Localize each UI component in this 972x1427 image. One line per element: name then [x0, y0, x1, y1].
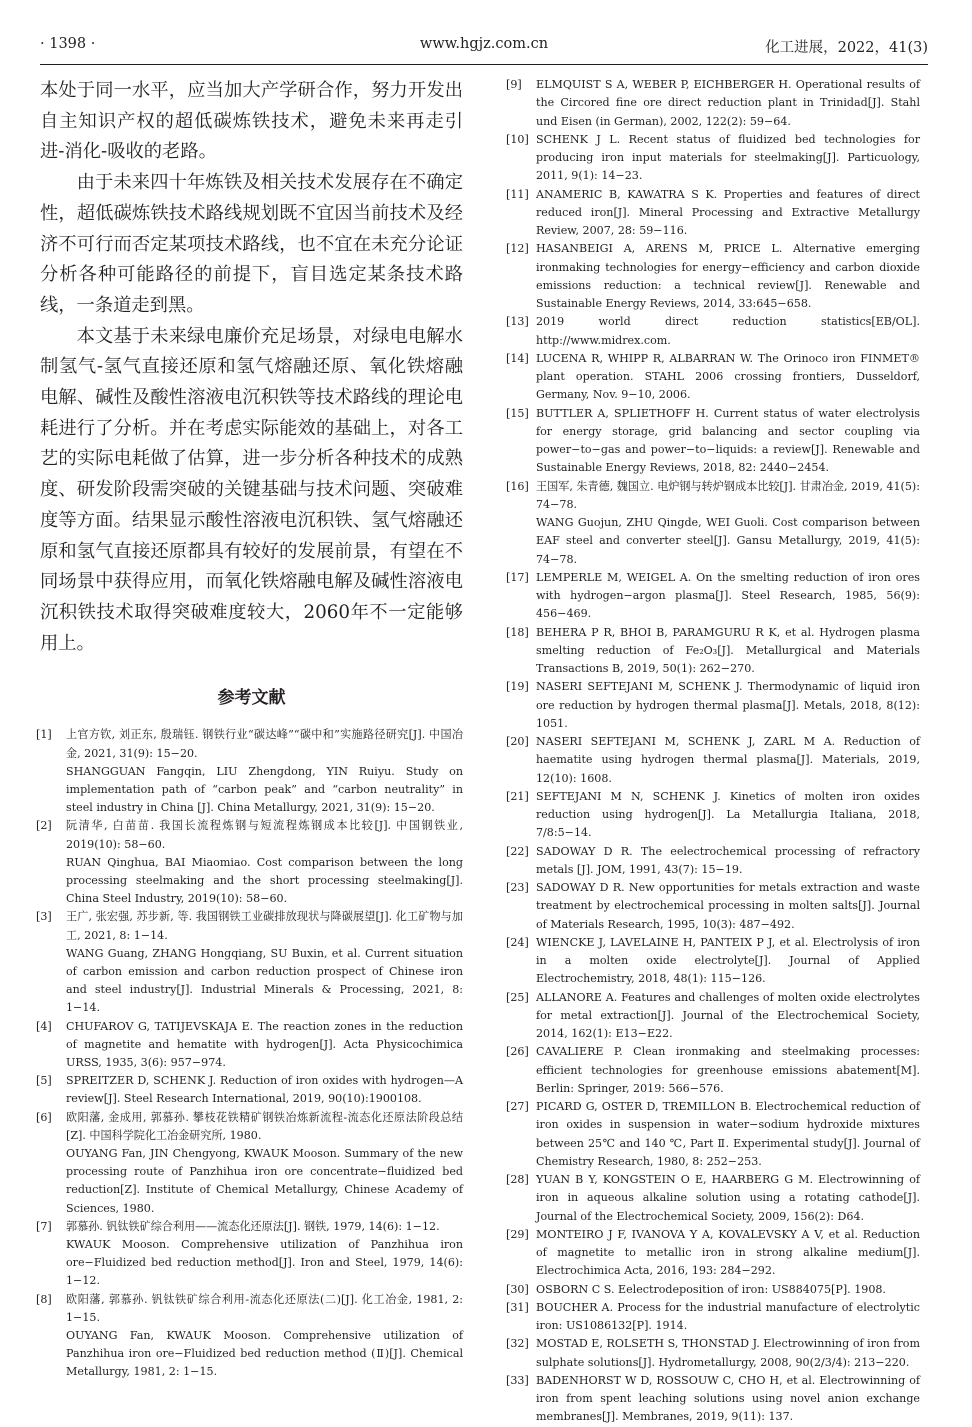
reference-list-left [36, 726, 463, 1381]
reference-text: KWAUK Mooson. Comprehensive utilization of Panzhihua iron ore−Fluidized bed reduction method[J]. Iron and Steel, 1979, 14(6): 1−12. [66, 1238, 463, 1288]
reference-text: RUAN Qinghua, BAI Miaomiao. Cost comparison between the long processing steelmaking and the short processing steelmaking[J]. China Steel Industry, 2019(10): 58−60. [66, 855, 463, 906]
reference-item [506, 1372, 920, 1427]
reference-item [36, 908, 463, 1017]
reference-text: 王广, 张宏强, 苏步新, 等. 我国钢铁工业碳排放现状与降碳展望[J]. 化工矿物与加工, 2021, 8: 1−14. [66, 910, 463, 942]
reference-text: OSBORN C S. Eelectrodeposition of iron: US884075[P]. 1908. [536, 1282, 886, 1296]
journal-website: www.hgjz.com.cn [419, 36, 549, 52]
reference-text: ANAMERIC B, KAWATRA S K. Properties and features of direct reduced iron[J]. Mineral Processing and Extractive Metallurgy Review, 2007, 28: 59−116. [536, 187, 920, 237]
reference-number: [11] [506, 187, 529, 201]
reference-text: 欧阳藩, 郭慕孙. 钒钛铁矿综合利用-流态化还原法(二)[J]. 化工冶金, 1981, 2: 1−15. [66, 1292, 463, 1324]
reference-item [36, 817, 463, 908]
reference-number: [21] [506, 789, 529, 803]
reference-item [506, 624, 920, 679]
reference-number: [26] [506, 1045, 529, 1059]
reference-text: 上官方钦, 刘正东, 殷瑞钰. 钢铁行业“碳达峰”“碳中和”实施路径研究[J]. 中国冶金, 2021, 31(9): 15−20. [66, 728, 463, 760]
reference-item [506, 350, 920, 405]
reference-text: WANG Guojun, ZHU Qingde, WEI Guoli. Cost comparison between EAF steel and converter steel[J]. Gansu Metallurgy, 2019, 41(5): 74−78. [536, 516, 920, 566]
right-column [506, 76, 920, 1427]
reference-number: [17] [506, 570, 529, 584]
reference-item [506, 678, 920, 733]
reference-number: [22] [506, 844, 529, 858]
reference-number: [23] [506, 881, 529, 894]
reference-text: WANG Guang, ZHANG Hongqiang, SU Buxin, et al. Current situation of carbon emission and carbon reduction prospect of Chinese iron and steel industry[J]. Industrial Minerals & Processing, 2021, 8: 1−14. [66, 946, 463, 1015]
reference-item [506, 186, 920, 241]
reference-item [506, 1299, 920, 1336]
reference-text: NASERI SEFTEJANI M, SCHENK J. Thermodynamic of liquid iron ore reduction by hydrogen thermal plasma[J]. Metals, 2018, 8(12): 1051. [536, 680, 920, 730]
reference-item [506, 879, 920, 934]
reference-text: CHUFAROV G, TATIJEVSKAJA E. The reaction zones in the reduction of magnetite and hematite with hydrogen[J]. Acta Physicochimica URSS, 1935, 3(6): 957−974. [66, 1019, 463, 1070]
reference-text: SPREITZER D, SCHENK J. Reduction of iron oxides with hydrogen—A review[J]. Steel Research International, 2019, 90(10):1900108. [66, 1074, 463, 1106]
reference-text: SADOWAY D R. New opportunities for metals extraction and waste treatment by electrochemical processing in molten salts[J]. Journal of Materials Research, 1995, 10(3): 487−492. [536, 881, 920, 931]
body-paragraph: 本处于同一水平，应当加大产学研合作，努力开发出自主知识产权的超低碳炼铁技术，避免未来再走引进-消化-吸收的老路。 [40, 80, 463, 163]
reference-text: SCHENK J L. Recent status of fluidized bed technologies for producing iron input materials for steelmaking[J]. Particuology, 2011, 9(1): 14−23. [536, 132, 920, 183]
reference-text: SADOWAY D R. The eelectrochemical processing of refractory metals [J]. JOM, 1991, 43(7): 15−19. [536, 844, 920, 876]
body-paragraph: 由于未来四十年炼铁及相关技术发展存在不确定性，超低碳炼铁技术路线规划既不宜因当前技术及经济不可行而否定某项技术路线，也不宜在未充分论证分析各种可能路径的前提下，盲目选定某条技术路线，一条道走到黑。 [40, 172, 463, 316]
reference-number: [32] [506, 1337, 529, 1351]
reference-text: WIENCKE J, LAVELAINE H, PANTEIX P J, et al. Electrolysis of iron in a molten oxide electrolyte[J]. Journal of Applied Electrochemistry, 2018, 48(1): 115−126. [536, 935, 920, 986]
reference-text: 2019 world direct reduction statistics[EB/OL]. http://www.midrex.com. [536, 315, 920, 347]
reference-number: [27] [506, 1100, 529, 1113]
reference-item [506, 240, 920, 313]
reference-number: [15] [506, 406, 529, 420]
reference-text: MOSTAD E, ROLSETH S, THONSTAD J. Electrowinning of iron from sulphate solutions[J]. Hydrometallurgy, 2008, 90(2/3/4): 213−220. [536, 1337, 920, 1369]
reference-item [506, 843, 920, 880]
reference-text: OUYANG Fan, KWAUK Mooson. Comprehensive utilization of Panzhihua iron ore−Fluidized bed reduction method (Ⅱ)[J]. Chemical Metallurgy, 1981, 2: 1−15. [66, 1329, 463, 1379]
reference-number: [8] [36, 1292, 52, 1306]
reference-number: [16] [506, 479, 529, 493]
reference-item [36, 1072, 463, 1108]
reference-number: [25] [506, 990, 529, 1004]
reference-item [506, 733, 920, 788]
reference-text: MONTEIRO J F, IVANOVA Y A, KOVALEVSKY A V, et al. Reduction of magnetite to metallic iron in strong alkaline medium[J]. Electrochimica Acta, 2016, 193: 284−292. [536, 1227, 920, 1278]
reference-number: [29] [506, 1227, 529, 1241]
reference-item [506, 934, 920, 989]
reference-text: LUCENA R, WHIPP R, ALBARRAN W. The Orinoco iron FINMET® plant operation. STAHL 2006 crossing frontiers, Dusseldorf, Germany, Nov. 9−10, 2006. [536, 351, 920, 402]
running-header [40, 34, 928, 58]
reference-item [506, 1335, 920, 1372]
reference-number: [19] [506, 680, 529, 694]
reference-item [506, 989, 920, 1044]
reference-text: ELMQUIST S A, WEBER P, EICHBERGER H. Operational results of the Circored fine ore direct reduction plant in Trinidad[J]. Stahl und Eisen (in German), 2002, 122(2): 59−64. [536, 78, 920, 128]
reference-number: [5] [36, 1074, 52, 1088]
reference-text: 欧阳藩, 金成用, 郭慕孙. 攀枝花铁精矿钢铁冶炼新流程-流态化还原法阶段总结[Z]. 中国科学院化工冶金研究所, 1980. [66, 1110, 463, 1142]
reference-text: 王国军, 朱青德, 魏国立. 电炉钢与转炉钢成本比较[J]. 甘肃冶金, 2019, 41(5): 74−78. [536, 479, 920, 511]
journal-citation: 化工进展，2022，41(3) [765, 40, 928, 56]
reference-number: [33] [506, 1373, 529, 1387]
reference-item [506, 569, 920, 624]
reference-number: [20] [506, 735, 529, 748]
reference-number: [10] [506, 132, 529, 146]
reference-number: [3] [36, 910, 52, 924]
reference-item [506, 1043, 920, 1098]
reference-text: BADENHORST W D, ROSSOUW C, CHO H, et al. Electrowinning of iron from spent leaching solutions using novel anion exchange membranes[J]. Membranes, 2019, 9(11): 137. [536, 1373, 920, 1424]
reference-item [506, 788, 920, 843]
reference-item [36, 1109, 463, 1218]
page-number: · 1398 · [40, 36, 96, 52]
reference-number: [7] [36, 1219, 52, 1233]
reference-number: [28] [506, 1173, 529, 1186]
reference-text: SEFTEJANI M N, SCHENK J. Kinetics of molten iron oxides reduction using hydrogen[J]. La Metallurgia Italiana, 2018, 7/8:5−14. [536, 789, 920, 840]
reference-item [36, 726, 463, 817]
reference-text: HASANBEIGI A, ARENS M, PRICE L. Alternative emerging ironmaking technologies for energy−efficiency and carbon dioxide emissions reduction: a technical review[J]. Renewable and Sustainable Energy Reviews, 2014, 33:645−658. [536, 242, 920, 310]
reference-text: CAVALIERE P. Clean ironmaking and steelmaking processes: efficient technologies for greenhouse emissions abatement[M]. Berlin: Springer, 2019: 566−576. [536, 1045, 920, 1095]
reference-number: [13] [506, 315, 529, 329]
body-text [40, 76, 463, 659]
reference-number: [18] [506, 625, 529, 639]
reference-item [506, 478, 920, 569]
reference-number: [1] [36, 728, 52, 742]
reference-text: 郭慕孙. 钒钛铁矿综合利用——流态化还原法[J]. 钢铁, 1979, 14(6): 1−12. [66, 1219, 440, 1233]
reference-item [506, 1281, 920, 1299]
reference-item [506, 405, 920, 478]
body-paragraph: 本文基于未来绿电廉价充足场景，对绿电电解水制氢气-氢气直接还原和氢气熔融还原、氧化铁熔融电解、碱性及酸性溶液电沉积铁等技术路线的理论电耗进行了分析。并在考虑实际能效的基础上，对各工艺的实际电耗做了估算，进一步分析各种技术的成熟度、研发阶段需突破的关键基础与技术问题、突破难度等方面。结果显示酸性溶液电沉积铁、氢气熔融还原和氢气直接还原都具有较好的发展前景，有望在不同场景中获得应用，而氧化铁熔融电解及碱性溶液电沉积铁技术取得突破难度较大，2060年不一定能够用上。 [40, 325, 463, 654]
reference-item [506, 313, 920, 350]
reference-text: NASERI SEFTEJANI M, SCHENK J, ZARL M A. Reduction of haematite using hydrogen thermal plasma[J]. Materials, 2019, 12(10): 1608. [536, 735, 920, 785]
reference-number: [31] [506, 1300, 529, 1314]
reference-text: ALLANORE A. Features and challenges of molten oxide electrolytes for metal extraction[J]. Journal of the Electrochemical Society, 2014, 162(1): E13−E22. [536, 990, 920, 1040]
reference-number: [30] [506, 1282, 529, 1296]
reference-item [36, 1218, 463, 1291]
reference-number: [2] [36, 819, 52, 833]
reference-text: YUAN B Y, KONGSTEIN O E, HAARBERG G M. Electrowinning of iron in aqueous alkaline solution using a rotating cathode[J]. Journal of the Electrochemical Society, 2009, 156(2): D64. [536, 1173, 920, 1223]
reference-number: [4] [36, 1019, 52, 1033]
reference-text: LEMPERLE M, WEIGEL A. On the smelting reduction of iron ores with hydrogen−argon plasma[J]. Steel Research, 1985, 56(9): 456−469. [536, 570, 920, 621]
reference-item [506, 131, 920, 186]
reference-text: BEHERA P R, BHOI B, PARAMGURU R K, et al. Hydrogen plasma smelting reduction of Fe₂O₃[J]. Metallurgical and Materials Transactions B, 2019, 50(1): 262−270. [536, 625, 920, 675]
reference-number: [6] [36, 1110, 52, 1124]
reference-text: BOUCHER A. Process for the industrial manufacture of electrolytic iron: US1086132[P]. 1914. [536, 1300, 920, 1332]
references-heading: 参考文献 [217, 688, 286, 709]
reference-item [506, 1171, 920, 1226]
reference-number: [9] [506, 78, 522, 91]
reference-text: PICARD G, OSTER D, TREMILLON B. Electrochemical reduction of iron oxides in suspension in water−sodium hydroxide mixtures between 25℃ and 140 ℃, Part Ⅱ. Experimental study[J]. Journal of Chemistry Research, 1980, 8: 252−253. [536, 1100, 920, 1168]
left-column [36, 76, 463, 1382]
reference-item [506, 76, 920, 131]
reference-number: [12] [506, 242, 529, 256]
reference-number: [14] [506, 351, 529, 365]
header-rule [40, 64, 928, 65]
reference-item [36, 1018, 463, 1073]
reference-text: BUTTLER A, SPLIETHOFF H. Current status of water electrolysis for energy storage, grid balancing and sector coupling via power−to−gas and power−to−liquids: a review[J]. Renewable and Sustainable Energy Reviews, 2018, 82: 2440−2454. [536, 406, 920, 475]
reference-text: OUYANG Fan, JIN Chengyong, KWAUK Mooson. Summary of the new processing route of Panzhihua iron ore concentrate−fluidized bed reduction[Z]. Institute of Chemical Metallurgy, Chinese Academy of Sciences, 1980. [66, 1147, 463, 1215]
reference-item [506, 1226, 920, 1281]
reference-list-right [506, 76, 920, 1427]
reference-text: SHANGGUAN Fangqin, LIU Zhengdong, YIN Ruiyu. Study on implementation path of “carbon peak” and “carbon neutrality” in steel industry in China [J]. China Metallurgy, 2021, 31(9): 15−20. [66, 764, 463, 815]
reference-text: 阮清华, 白苗苗. 我国长流程炼钢与短流程炼钢成本比较[J]. 中国钢铁业, 2019(10): 58−60. [66, 819, 463, 851]
reference-number: [24] [506, 935, 529, 949]
reference-item [36, 1291, 463, 1382]
reference-item [506, 1098, 920, 1171]
